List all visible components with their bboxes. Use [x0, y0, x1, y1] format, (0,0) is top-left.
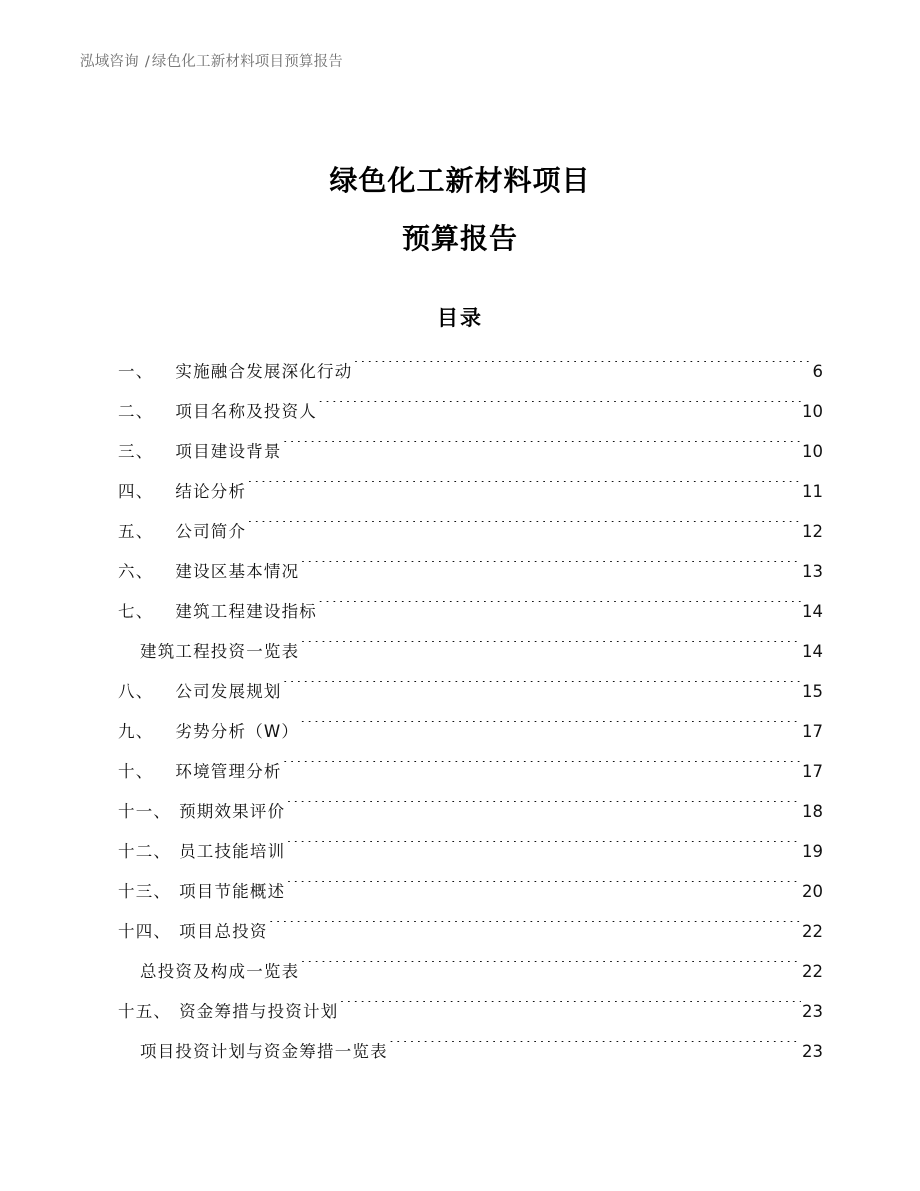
toc-entry-number: 四、 [118, 482, 154, 501]
toc-entry-label: 员工技能培训 [179, 842, 286, 861]
toc-entry[interactable] [118, 432, 823, 472]
toc-entry-number: 一、 [118, 362, 154, 381]
toc-entry-page-number: 12 [802, 522, 823, 541]
toc-dot-leader [353, 361, 811, 378]
toc-entry-label: 实施融合发展深化行动 [175, 362, 353, 381]
toc-entry-page-number: 10 [802, 442, 823, 461]
toc-entry-label: 环境管理分析 [175, 762, 282, 781]
toc-dot-leader [300, 721, 801, 738]
toc-entry-page-number: 11 [802, 482, 823, 501]
toc-dot-leader [339, 1001, 801, 1018]
toc-entry-page-number: 15 [802, 682, 823, 701]
toc-dot-leader [318, 601, 801, 618]
header-separator: / [144, 54, 150, 70]
toc-dot-leader [269, 921, 801, 938]
toc-dot-leader [283, 681, 801, 698]
toc-entry-number: 二、 [118, 402, 154, 421]
toc-dot-leader [300, 561, 801, 578]
toc-entry-number: 三、 [118, 442, 154, 461]
document-title-block [0, 152, 920, 268]
toc-entry-number: 十五、 [118, 1002, 172, 1021]
toc-dot-leader [389, 1041, 801, 1058]
toc-entry-number: 十四、 [118, 922, 172, 941]
toc-entry-label: 预期效果评价 [179, 802, 286, 821]
header-company-name: 泓域咨询 [80, 54, 139, 70]
toc-entry-label: 总投资及构成一览表 [140, 962, 300, 981]
toc-entry-number: 五、 [118, 522, 154, 541]
toc-entry[interactable] [118, 752, 823, 792]
toc-heading: 目录 [437, 306, 483, 330]
toc-entry[interactable] [118, 472, 823, 512]
toc-entry[interactable] [118, 392, 823, 432]
toc-entry-page-number: 23 [802, 1002, 823, 1021]
toc-entry[interactable] [118, 912, 823, 952]
toc-entry-number: 十二、 [118, 842, 172, 861]
header-document-title: 绿色化工新材料项目预算报告 [151, 54, 344, 70]
toc-entry-number: 十三、 [118, 882, 172, 901]
toc-entry-label: 项目建设背景 [175, 442, 282, 461]
toc-entry-page-number: 22 [802, 922, 823, 941]
toc-entry[interactable] [118, 352, 823, 392]
toc-entry-page-number: 17 [802, 722, 823, 741]
toc-entry-page-number: 14 [802, 642, 823, 661]
toc-entry[interactable] [118, 552, 823, 592]
toc-entry-page-number: 10 [802, 402, 823, 421]
toc-entry-page-number: 22 [802, 962, 823, 981]
toc-entry-label: 建筑工程投资一览表 [140, 642, 300, 661]
toc-entry[interactable] [118, 952, 823, 992]
toc-dot-leader [283, 761, 801, 778]
toc-entry-label: 项目总投资 [179, 922, 268, 941]
toc-entry-page-number: 19 [802, 842, 823, 861]
toc-dot-leader [286, 841, 801, 858]
toc-entry[interactable] [118, 592, 823, 632]
toc-entry[interactable] [118, 632, 823, 672]
toc-entry[interactable] [118, 1032, 823, 1072]
running-header [80, 52, 840, 72]
toc-dot-leader [247, 521, 801, 538]
toc-dot-leader [283, 441, 801, 458]
toc-entry-page-number: 20 [802, 882, 823, 901]
toc-entry-label: 建筑工程建设指标 [175, 602, 318, 621]
toc-entry[interactable] [118, 992, 823, 1032]
toc-dot-leader [247, 481, 801, 498]
toc-entry-page-number: 23 [802, 1042, 823, 1061]
toc-entry-number: 八、 [118, 682, 154, 701]
toc-entry-label: 劣势分析（W） [175, 722, 300, 741]
toc-dot-leader [300, 641, 801, 658]
toc-entry-page-number: 17 [802, 762, 823, 781]
toc-dot-leader [286, 881, 801, 898]
toc-entry-number: 十、 [118, 762, 154, 781]
toc-entry-label: 项目节能概述 [179, 882, 286, 901]
toc-entry-label: 建设区基本情况 [175, 562, 300, 581]
toc-entry-label: 公司简介 [175, 522, 247, 541]
toc-entry-number: 六、 [118, 562, 154, 581]
document-title-line-2: 预算报告 [401, 222, 518, 255]
toc-entry-number: 九、 [118, 722, 154, 741]
toc-entry[interactable] [118, 792, 823, 832]
toc-entry-page-number: 13 [802, 562, 823, 581]
toc-entry-label: 资金筹措与投资计划 [179, 1002, 339, 1021]
toc-dot-leader [286, 801, 801, 818]
document-title-line-1: 绿色化工新材料项目 [329, 164, 591, 197]
toc-entry[interactable] [118, 512, 823, 552]
toc-entry[interactable] [118, 712, 823, 752]
toc-entry-page-number: 6 [812, 362, 823, 381]
toc-entry-label: 结论分析 [175, 482, 247, 501]
toc-entry-page-number: 18 [802, 802, 823, 821]
toc-entry[interactable] [118, 872, 823, 912]
toc-entry-page-number: 14 [802, 602, 823, 621]
toc-entry-number: 七、 [118, 602, 154, 621]
toc-entry-number: 十一、 [118, 802, 172, 821]
toc-entry[interactable] [118, 672, 823, 712]
toc-dot-leader [300, 961, 801, 978]
toc-entry-label: 项目名称及投资人 [175, 402, 318, 421]
toc-entry-label: 公司发展规划 [175, 682, 282, 701]
table-of-contents [118, 352, 823, 1072]
toc-entry[interactable] [118, 832, 823, 872]
toc-entry-label: 项目投资计划与资金筹措一览表 [140, 1042, 388, 1061]
toc-dot-leader [318, 401, 801, 418]
